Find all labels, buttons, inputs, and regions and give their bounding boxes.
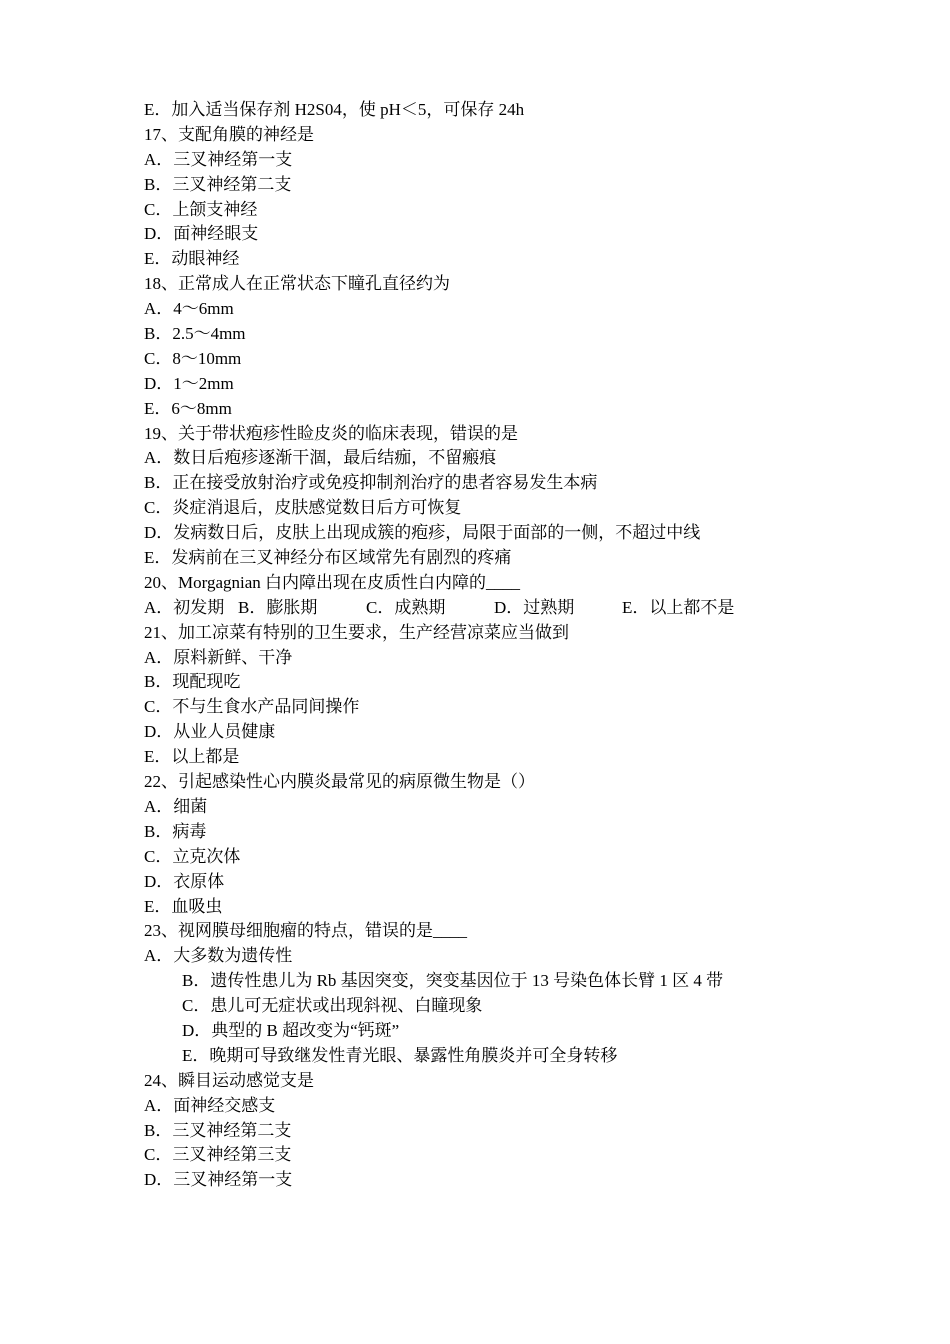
q20-options-row <box>144 596 824 621</box>
option-text: D．从业人员健康 <box>144 722 276 742</box>
option-text: C．8～10mm <box>144 348 242 368</box>
option-text: E．以上都是 <box>144 747 240 767</box>
option-text: D．面神经眼支 <box>144 224 259 244</box>
option-text: B．三叉神经第二支 <box>144 174 292 194</box>
option-text: D．三叉神经第一支 <box>144 1170 293 1190</box>
option-text: A．面神经交感支 <box>144 1095 276 1115</box>
option-text: E．以上都不是 <box>622 597 735 617</box>
option-text: C．成熟期 <box>366 597 446 617</box>
option-text: B．2.5～4mm <box>144 324 246 344</box>
option-text: C．三叉神经第三支 <box>144 1145 292 1165</box>
option-text: A．细菌 <box>144 796 208 816</box>
option-text: A．数日后疱疹逐渐干涸，最后结痂，不留瘢痕 <box>144 448 497 468</box>
option-text: B．三叉神经第二支 <box>144 1120 292 1140</box>
question-list <box>144 98 824 1193</box>
option-text: E．6～8mm <box>144 398 232 418</box>
option-text: B．正在接受放射治疗或免疫抑制剂治疗的患者容易发生本病 <box>144 473 598 493</box>
option-text: A．三叉神经第一支 <box>144 149 293 169</box>
question-20: 20、Morgagnian 白内障出现在皮质性白内障的____ <box>144 572 521 592</box>
option-text-indented: E．晚期可导致继发性青光眼、暴露性角膜炎并可全身转移 <box>182 1045 618 1065</box>
option-text: B．膨胀期 <box>238 597 318 617</box>
option-text: D．发病数日后，皮肤上出现成簇的疱疹，局限于面部的一侧，不超过中线 <box>144 523 701 543</box>
question-18: 18、正常成人在正常状态下瞳孔直径约为 <box>144 274 450 294</box>
option-text: A．大多数为遗传性 <box>144 946 293 966</box>
option-text: B．病毒 <box>144 821 207 841</box>
option-text: E．动眼神经 <box>144 249 240 269</box>
question-24: 24、瞬目运动感觉支是 <box>144 1070 314 1090</box>
option-text: D．过熟期 <box>494 597 575 617</box>
option-text: E．加入适当保存剂 H2S04，使 pH＜5，可保存 24h <box>144 100 525 119</box>
option-text: A．初发期 <box>144 597 225 617</box>
option-text: A．4～6mm <box>144 299 234 319</box>
option-text: C．立克次体 <box>144 846 241 866</box>
option-text: C．不与生食水产品同间操作 <box>144 697 360 717</box>
question-21: 21、加工凉菜有特别的卫生要求，生产经营凉菜应当做到 <box>144 622 569 642</box>
option-text-indented: C．患儿可无症状或出现斜视、白瞳现象 <box>182 996 483 1016</box>
option-text: E．发病前在三叉神经分布区域常先有剧烈的疼痛 <box>144 548 512 568</box>
option-text: B．现配现吃 <box>144 672 241 692</box>
option-text: D．1～2mm <box>144 373 234 393</box>
question-23: 23、视网膜母细胞瘤的特点，错误的是____ <box>144 921 467 941</box>
question-19: 19、关于带状疱疹性睑皮炎的临床表现，错误的是 <box>144 423 518 443</box>
option-text: C．炎症消退后，皮肤感觉数日后方可恢复 <box>144 498 462 518</box>
option-text-indented: B．遗传性患儿为 Rb 基因突变，突变基因位于 13 号染色体长臂 1 区 4 带 <box>182 971 724 991</box>
question-17: 17、支配角膜的神经是 <box>144 124 314 144</box>
option-text: D．衣原体 <box>144 871 225 891</box>
option-text: A．原料新鲜、干净 <box>144 647 293 667</box>
option-text: C．上颌支神经 <box>144 199 258 219</box>
question-22: 22、引起感染性心内膜炎最常见的病原微生物是（） <box>144 772 535 792</box>
option-text-indented: D．典型的 B 超改变为“钙斑” <box>182 1020 400 1040</box>
option-text: E．血吸虫 <box>144 896 223 916</box>
